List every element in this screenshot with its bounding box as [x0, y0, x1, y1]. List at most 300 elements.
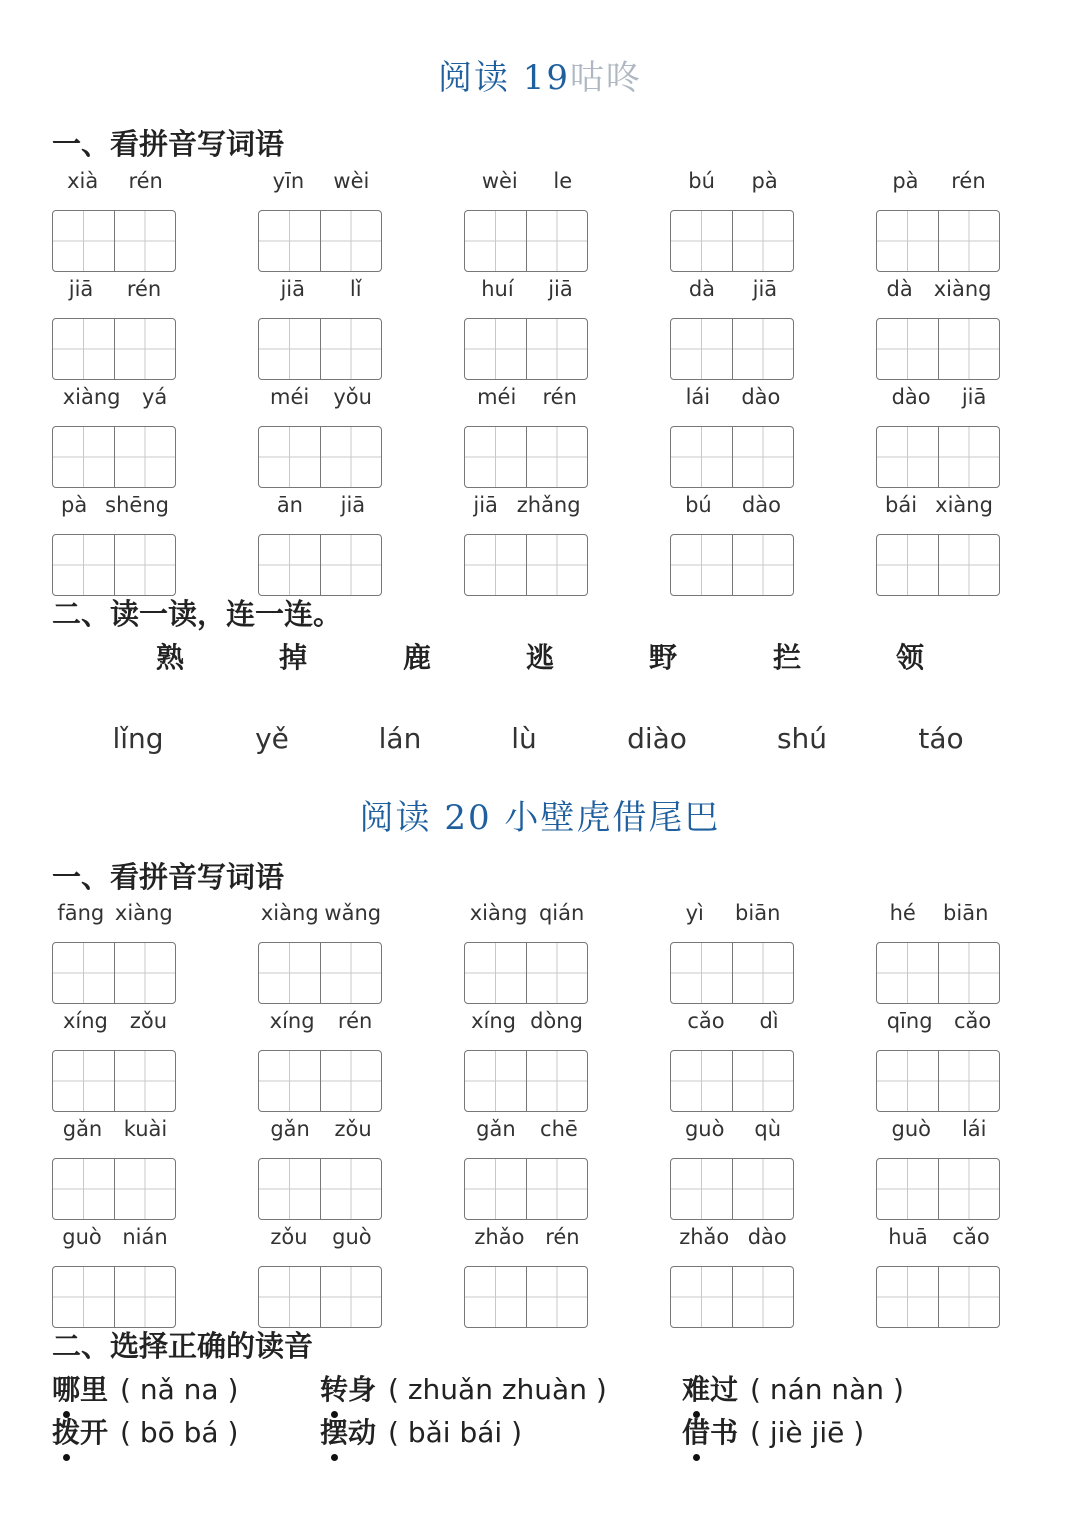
- pinyin-syllable: rén: [126, 277, 162, 301]
- writing-square[interactable]: [114, 943, 176, 1003]
- pinyin-syllable: rén: [951, 169, 986, 193]
- word-cell: [464, 1114, 590, 1222]
- tianzige-box[interactable]: [876, 942, 1000, 1004]
- match-character[interactable]: 鹿: [402, 641, 431, 674]
- pinyin-label: [258, 898, 384, 928]
- pinyin-syllable: cǎo: [953, 1009, 992, 1033]
- writing-square[interactable]: [259, 943, 320, 1003]
- writing-square[interactable]: [259, 427, 320, 487]
- word-cell: [876, 1222, 1002, 1330]
- pinyin-label: [464, 898, 590, 928]
- tianzige-box[interactable]: [464, 210, 588, 272]
- pinyin-syllable: xiàng: [469, 901, 528, 925]
- word-rest: 开: [80, 1416, 109, 1449]
- choice-word: [682, 1373, 738, 1406]
- writing-square[interactable]: [53, 535, 114, 595]
- pinyin-syllable: bú: [685, 493, 712, 517]
- lesson-19-section-2-title: 二、读一读，连一连。: [52, 597, 343, 631]
- writing-square[interactable]: [938, 1051, 1000, 1111]
- pinyin-syllable: qīng: [886, 1009, 933, 1033]
- match-pinyin[interactable]: yě: [255, 722, 289, 755]
- tianzige-box[interactable]: [464, 426, 588, 488]
- tianzige-box[interactable]: [258, 1266, 382, 1328]
- writing-square[interactable]: [938, 427, 1000, 487]
- pinyin-syllable: huí: [481, 277, 514, 301]
- word-cell: [258, 274, 384, 382]
- writing-square[interactable]: [938, 943, 1000, 1003]
- pinyin-syllable: dòng: [530, 1009, 583, 1033]
- pinyin-label: [464, 490, 590, 520]
- word-rest: 身: [348, 1373, 377, 1406]
- tianzige-box[interactable]: [876, 534, 1000, 596]
- writing-square[interactable]: [938, 319, 1000, 379]
- writing-square[interactable]: [320, 1159, 382, 1219]
- writing-square[interactable]: [114, 535, 176, 595]
- word-cell: [464, 1222, 590, 1330]
- pinyin-label: [464, 1222, 590, 1252]
- match-pinyin[interactable]: diào: [627, 722, 687, 755]
- tianzige-box[interactable]: [876, 1266, 1000, 1328]
- pinyin-syllable: jiā: [280, 277, 305, 301]
- pinyin-label: [52, 1114, 178, 1144]
- choice-word: [52, 1416, 108, 1449]
- pinyin-syllable: xiàng: [260, 901, 319, 925]
- tianzige-box[interactable]: [670, 942, 794, 1004]
- writing-square[interactable]: [53, 427, 114, 487]
- writing-square[interactable]: [465, 535, 526, 595]
- pronunciation-options[interactable]: ( nǎ na ): [120, 1373, 239, 1406]
- tianzige-box[interactable]: [258, 210, 382, 272]
- pinyin-syllable: jiā: [961, 385, 987, 409]
- emphasis-dot-icon: [63, 1454, 70, 1461]
- writing-square[interactable]: [526, 943, 588, 1003]
- pinyin-syllable: cǎo: [687, 1009, 725, 1033]
- dotted-character: 转: [320, 1373, 349, 1406]
- writing-square[interactable]: [526, 211, 588, 271]
- writing-square[interactable]: [53, 211, 114, 271]
- writing-square[interactable]: [114, 1267, 176, 1327]
- lesson-20-section-2-title: 二、选择正确的读音: [52, 1329, 314, 1363]
- writing-square[interactable]: [938, 1267, 1000, 1327]
- pinyin-label: [464, 1114, 590, 1144]
- choice-word: [682, 1416, 738, 1449]
- writing-square[interactable]: [877, 535, 938, 595]
- choice-word: [320, 1373, 376, 1406]
- match-pinyin[interactable]: lù: [511, 722, 537, 755]
- pinyin-syllable: zhǎng: [516, 493, 581, 517]
- match-character[interactable]: 野: [648, 641, 677, 674]
- writing-square[interactable]: [877, 1051, 938, 1111]
- writing-square[interactable]: [114, 1051, 176, 1111]
- match-character[interactable]: 掉: [278, 641, 307, 674]
- writing-square[interactable]: [526, 1051, 588, 1111]
- pinyin-syllable: hé: [889, 901, 916, 925]
- writing-square[interactable]: [732, 535, 794, 595]
- pinyin-syllable: yì: [685, 901, 704, 925]
- writing-square[interactable]: [877, 1159, 938, 1219]
- choice-word: [320, 1416, 376, 1449]
- pinyin-syllable: biān: [735, 901, 781, 925]
- pinyin-syllable: rén: [542, 385, 577, 409]
- pronunciation-options[interactable]: ( bǎi bái ): [388, 1416, 523, 1449]
- writing-square[interactable]: [938, 1159, 1000, 1219]
- pinyin-syllable: pà: [751, 169, 778, 193]
- word-cell: [670, 166, 796, 274]
- tianzige-box[interactable]: [464, 1266, 588, 1328]
- writing-square[interactable]: [114, 1159, 176, 1219]
- pinyin-syllable: dì: [759, 1009, 779, 1033]
- pinyin-label: [876, 898, 1002, 928]
- tianzige-box[interactable]: [876, 210, 1000, 272]
- writing-square[interactable]: [465, 943, 526, 1003]
- writing-square[interactable]: [732, 1159, 794, 1219]
- writing-square[interactable]: [938, 211, 1000, 271]
- writing-square[interactable]: [114, 427, 176, 487]
- word-cell: [670, 898, 796, 1006]
- pinyin-syllable: wèi: [481, 169, 518, 193]
- word-cell: [258, 1222, 384, 1330]
- writing-square[interactable]: [53, 1051, 114, 1111]
- word-rest: 里: [80, 1373, 109, 1406]
- tianzige-box[interactable]: [52, 210, 176, 272]
- pinyin-syllable: nián: [122, 1225, 168, 1249]
- pinyin-label: [52, 1006, 178, 1036]
- pinyin-syllable: dà: [886, 277, 913, 301]
- writing-square[interactable]: [465, 319, 526, 379]
- dotted-character: 借: [682, 1416, 711, 1449]
- word-cell: [464, 898, 590, 1006]
- pinyin-syllable: xiàng: [935, 493, 993, 517]
- writing-square[interactable]: [320, 943, 382, 1003]
- pinyin-label: [52, 898, 178, 928]
- tianzige-box[interactable]: [670, 1050, 794, 1112]
- pinyin-label: [670, 274, 796, 304]
- tianzige-box[interactable]: [258, 318, 382, 380]
- pinyin-syllable: shēng: [105, 493, 169, 517]
- word-cell: [670, 1006, 796, 1114]
- match-character[interactable]: 逃: [525, 641, 554, 674]
- pronunciation-choice: [52, 1411, 238, 1451]
- pinyin-syllable: rén: [337, 1009, 373, 1033]
- pinyin-syllable: guò: [684, 1117, 725, 1141]
- tianzige-box[interactable]: [52, 1050, 176, 1112]
- pinyin-label: [52, 382, 178, 412]
- tianzige-box[interactable]: [670, 210, 794, 272]
- pinyin-syllable: jiā: [473, 493, 498, 517]
- pinyin-syllable: xíng: [62, 1009, 108, 1033]
- tianzige-box[interactable]: [258, 1050, 382, 1112]
- pinyin-syllable: biān: [943, 901, 989, 925]
- writing-square[interactable]: [320, 1051, 382, 1111]
- writing-square[interactable]: [877, 943, 938, 1003]
- tianzige-box[interactable]: [464, 534, 588, 596]
- pinyin-syllable: fāng: [57, 901, 105, 925]
- word-cell: [258, 1114, 384, 1222]
- word-cell: [52, 1006, 178, 1114]
- pinyin-syllable: dào: [891, 385, 931, 409]
- word-rest: 书: [710, 1416, 739, 1449]
- writing-square[interactable]: [53, 1267, 114, 1327]
- pinyin-label: [876, 166, 1002, 196]
- tianzige-box[interactable]: [52, 318, 176, 380]
- writing-square[interactable]: [732, 211, 794, 271]
- writing-square[interactable]: [732, 1051, 794, 1111]
- pinyin-syllable: jiā: [548, 277, 573, 301]
- writing-square[interactable]: [259, 535, 320, 595]
- writing-square[interactable]: [320, 211, 382, 271]
- writing-square[interactable]: [526, 1159, 588, 1219]
- word-cell: [876, 898, 1002, 1006]
- writing-square[interactable]: [320, 1267, 382, 1327]
- writing-square[interactable]: [671, 211, 732, 271]
- writing-square[interactable]: [465, 1159, 526, 1219]
- pinyin-syllable: dà: [688, 277, 716, 301]
- pronunciation-options[interactable]: ( zhuǎn zhuàn ): [388, 1373, 607, 1406]
- tianzige-box[interactable]: [52, 942, 176, 1004]
- word-cell: [52, 898, 178, 1006]
- match-pinyin[interactable]: lán: [378, 722, 422, 755]
- tianzige-box[interactable]: [670, 318, 794, 380]
- pinyin-syllable: zǒu: [129, 1009, 168, 1033]
- pinyin-syllable: lái: [685, 385, 711, 409]
- tianzige-box[interactable]: [464, 1158, 588, 1220]
- writing-square[interactable]: [526, 427, 588, 487]
- pinyin-label: [258, 382, 384, 412]
- writing-square[interactable]: [526, 535, 588, 595]
- tianzige-box[interactable]: [52, 1266, 176, 1328]
- lesson-19-section-1-title: 一、看拼音写词语: [52, 127, 285, 161]
- pinyin-label: [876, 382, 1002, 412]
- pinyin-label: [670, 490, 796, 520]
- pinyin-syllable: méi: [477, 385, 517, 409]
- pinyin-syllable: qián: [538, 901, 585, 925]
- word-cell: [464, 382, 590, 490]
- pinyin-label: [464, 166, 590, 196]
- pinyin-label: [464, 382, 590, 412]
- writing-square[interactable]: [732, 943, 794, 1003]
- emphasis-dot-icon: [331, 1454, 338, 1461]
- writing-square[interactable]: [320, 427, 382, 487]
- pinyin-label: [52, 274, 178, 304]
- tianzige-box[interactable]: [464, 942, 588, 1004]
- word-rest: 过: [710, 1373, 739, 1406]
- writing-square[interactable]: [877, 211, 938, 271]
- tianzige-box[interactable]: [670, 426, 794, 488]
- tianzige-box[interactable]: [464, 1050, 588, 1112]
- match-character[interactable]: 熟: [155, 641, 184, 674]
- word-cell: [258, 166, 384, 274]
- tianzige-box[interactable]: [52, 426, 176, 488]
- pinyin-syllable: lái: [961, 1117, 987, 1141]
- pinyin-label: [670, 1006, 796, 1036]
- word-cell: [876, 166, 1002, 274]
- pinyin-label: [876, 1114, 1002, 1144]
- pinyin-syllable: dào: [747, 1225, 787, 1249]
- pronunciation-options[interactable]: ( nán nàn ): [750, 1373, 904, 1406]
- writing-square[interactable]: [671, 319, 732, 379]
- match-character[interactable]: 拦: [772, 641, 801, 674]
- pinyin-syllable: gǎn: [476, 1117, 516, 1141]
- writing-square[interactable]: [53, 319, 114, 379]
- pinyin-syllable: jiā: [752, 277, 778, 301]
- pinyin-syllable: yǒu: [333, 385, 372, 409]
- writing-square[interactable]: [259, 1159, 320, 1219]
- tianzige-box[interactable]: [52, 1158, 176, 1220]
- pinyin-syllable: gǎn: [62, 1117, 103, 1141]
- pronunciation-choice: [320, 1368, 607, 1408]
- writing-square[interactable]: [53, 943, 114, 1003]
- pronunciation-options[interactable]: ( bō bá ): [120, 1416, 239, 1449]
- word-cell: [876, 490, 1002, 598]
- pinyin-syllable: huā: [888, 1225, 928, 1249]
- writing-square[interactable]: [114, 211, 176, 271]
- pinyin-syllable: le: [553, 169, 573, 193]
- word-rest: 动: [348, 1416, 377, 1449]
- pinyin-syllable: zhǎo: [474, 1225, 525, 1249]
- pinyin-label: [670, 898, 796, 928]
- writing-square[interactable]: [938, 535, 1000, 595]
- writing-square[interactable]: [465, 211, 526, 271]
- word-cell: [258, 382, 384, 490]
- pinyin-label: [258, 1006, 384, 1036]
- writing-square[interactable]: [671, 535, 732, 595]
- match-pinyin[interactable]: táo: [918, 722, 964, 755]
- emphasis-dot-icon: [693, 1454, 700, 1461]
- tianzige-box[interactable]: [876, 426, 1000, 488]
- writing-square[interactable]: [259, 211, 320, 271]
- writing-square[interactable]: [877, 427, 938, 487]
- word-cell: [258, 1006, 384, 1114]
- writing-square[interactable]: [53, 1159, 114, 1219]
- writing-square[interactable]: [671, 1267, 732, 1327]
- pinyin-syllable: xíng: [269, 1009, 315, 1033]
- tianzige-box[interactable]: [876, 1158, 1000, 1220]
- pinyin-syllable: wǎng: [324, 901, 382, 925]
- tianzige-box[interactable]: [670, 1158, 794, 1220]
- writing-square[interactable]: [671, 943, 732, 1003]
- word-cell: [258, 898, 384, 1006]
- choice-word: [52, 1373, 108, 1406]
- pinyin-label: [258, 274, 384, 304]
- writing-square[interactable]: [671, 1159, 732, 1219]
- pinyin-syllable: kuài: [123, 1117, 168, 1141]
- pinyin-syllable: xiàng: [933, 277, 992, 301]
- pinyin-label: [258, 1222, 384, 1252]
- pinyin-syllable: yá: [141, 385, 168, 409]
- tianzige-box[interactable]: [876, 1050, 1000, 1112]
- word-cell: [876, 1114, 1002, 1222]
- pinyin-syllable: rén: [545, 1225, 580, 1249]
- pinyin-syllable: guò: [62, 1225, 102, 1249]
- word-cell: [670, 382, 796, 490]
- pinyin-syllable: xiàng: [62, 385, 121, 409]
- pinyin-label: [670, 382, 796, 412]
- word-cell: [670, 1114, 796, 1222]
- word-cell: [52, 166, 178, 274]
- pinyin-label: [670, 1222, 796, 1252]
- writing-square[interactable]: [465, 1267, 526, 1327]
- dotted-character: 哪: [52, 1373, 81, 1406]
- pinyin-syllable: zǒu: [334, 1117, 372, 1141]
- writing-square[interactable]: [671, 427, 732, 487]
- tianzige-box[interactable]: [258, 1158, 382, 1220]
- match-pinyin[interactable]: lǐng: [112, 722, 164, 755]
- word-cell: [464, 274, 590, 382]
- pinyin-syllable: dào: [741, 493, 781, 517]
- pinyin-syllable: xíng: [471, 1009, 516, 1033]
- pinyin-syllable: qù: [754, 1117, 782, 1141]
- tianzige-box[interactable]: [464, 318, 588, 380]
- writing-square[interactable]: [320, 319, 382, 379]
- word-cell: [52, 490, 178, 598]
- writing-square[interactable]: [259, 1267, 320, 1327]
- pronunciation-choice: [682, 1368, 904, 1408]
- writing-square[interactable]: [526, 1267, 588, 1327]
- pinyin-label: [876, 1006, 1002, 1036]
- pinyin-label: [464, 1006, 590, 1036]
- writing-square[interactable]: [732, 427, 794, 487]
- pinyin-syllable: yīn: [272, 169, 305, 193]
- writing-square[interactable]: [114, 319, 176, 379]
- writing-square[interactable]: [320, 535, 382, 595]
- writing-square[interactable]: [526, 319, 588, 379]
- pinyin-syllable: xiàng: [114, 901, 173, 925]
- writing-square[interactable]: [877, 319, 938, 379]
- pinyin-label: [258, 490, 384, 520]
- dotted-character: 摆: [320, 1416, 349, 1449]
- writing-square[interactable]: [732, 1267, 794, 1327]
- tianzige-box[interactable]: [258, 426, 382, 488]
- writing-square[interactable]: [465, 1051, 526, 1111]
- writing-square[interactable]: [877, 1267, 938, 1327]
- pinyin-syllable: pà: [892, 169, 919, 193]
- lesson-20-title: 阅读 20 小壁虎借尾巴: [359, 798, 721, 838]
- writing-square[interactable]: [259, 319, 320, 379]
- word-cell: [464, 490, 590, 598]
- lesson-19-title: [0, 50, 1080, 99]
- tianzige-box[interactable]: [670, 534, 794, 596]
- pinyin-label: [670, 1114, 796, 1144]
- pinyin-syllable: dào: [741, 385, 781, 409]
- tianzige-box[interactable]: [876, 318, 1000, 380]
- writing-square[interactable]: [465, 427, 526, 487]
- word-cell: [876, 1006, 1002, 1114]
- word-cell: [670, 490, 796, 598]
- pinyin-syllable: zǒu: [270, 1225, 308, 1249]
- word-cell: [258, 490, 384, 598]
- word-cell: [876, 382, 1002, 490]
- word-cell: [52, 274, 178, 382]
- pinyin-label: [52, 1222, 178, 1252]
- tianzige-box[interactable]: [258, 942, 382, 1004]
- lesson-19-title-prefix: 阅读 19: [437, 58, 571, 98]
- word-cell: [464, 1006, 590, 1114]
- lesson-20-section-1-title: 一、看拼音写词语: [52, 860, 285, 894]
- tianzige-box[interactable]: [52, 534, 176, 596]
- writing-square[interactable]: [732, 319, 794, 379]
- pronunciation-options[interactable]: ( jiè jiē ): [750, 1416, 865, 1449]
- tianzige-box[interactable]: [670, 1266, 794, 1328]
- word-cell: [52, 1114, 178, 1222]
- pinyin-syllable: guò: [891, 1117, 931, 1141]
- pinyin-label: [464, 274, 590, 304]
- match-character[interactable]: 领: [895, 641, 924, 674]
- writing-square[interactable]: [259, 1051, 320, 1111]
- tianzige-box[interactable]: [258, 534, 382, 596]
- writing-square[interactable]: [671, 1051, 732, 1111]
- pinyin-label: [52, 490, 178, 520]
- match-pinyin[interactable]: shú: [776, 722, 828, 755]
